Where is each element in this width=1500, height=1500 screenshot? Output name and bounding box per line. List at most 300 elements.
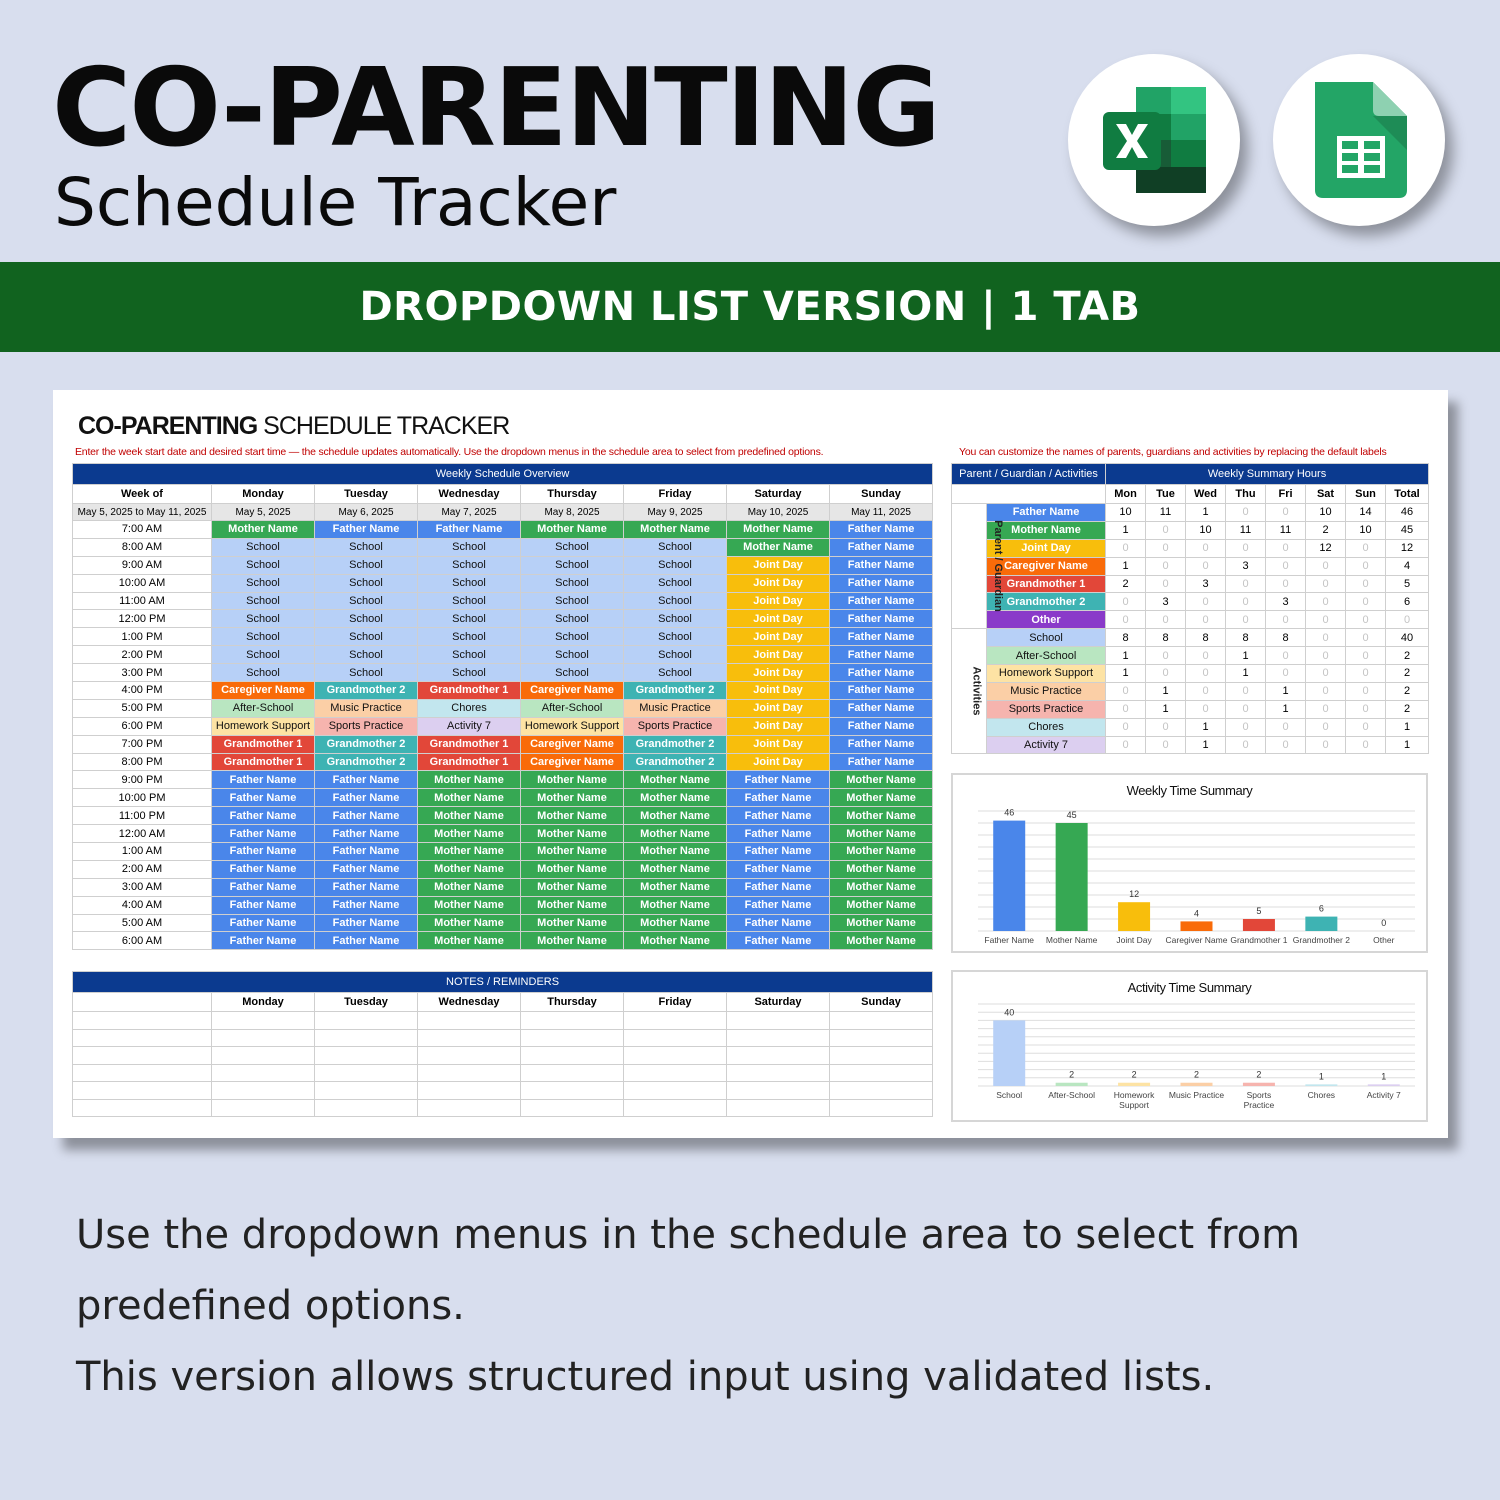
schedule-dropdown-cell[interactable]: Joint Day (727, 753, 830, 771)
summary-value: 1 (1106, 647, 1146, 665)
schedule-dropdown-cell[interactable]: Father Name (727, 878, 830, 896)
schedule-dropdown-cell[interactable]: School (521, 646, 624, 664)
summary-value: 0 (1226, 611, 1266, 629)
schedule-dropdown-cell[interactable]: School (624, 628, 727, 646)
schedule-row (73, 878, 933, 896)
notes-cell[interactable] (73, 1099, 212, 1117)
schedule-row (73, 664, 933, 682)
schedule-dropdown-cell[interactable]: Joint Day (727, 592, 830, 610)
schedule-dropdown-cell[interactable]: Father Name (315, 878, 418, 896)
notes-cell[interactable] (727, 1029, 830, 1047)
schedule-dropdown-cell[interactable]: Father Name (212, 896, 315, 914)
schedule-dropdown-cell[interactable]: Mother Name (418, 860, 521, 878)
schedule-dropdown-cell[interactable]: Grandmother 2 (624, 735, 727, 753)
schedule-dropdown-cell[interactable]: Father Name (727, 914, 830, 932)
schedule-dropdown-cell[interactable]: Father Name (727, 771, 830, 789)
schedule-dropdown-cell[interactable]: School (418, 556, 521, 574)
notes-cell[interactable] (418, 1029, 521, 1047)
schedule-dropdown-cell[interactable]: Father Name (727, 843, 830, 861)
summary-row (952, 629, 1429, 647)
summary-value: 0 (1346, 718, 1386, 736)
schedule-dropdown-cell[interactable]: Father Name (830, 717, 933, 735)
time-cell: 9:00 PM (73, 771, 212, 789)
notes-cell[interactable] (521, 1099, 624, 1117)
schedule-dropdown-cell[interactable]: Mother Name (624, 878, 727, 896)
notes-cell[interactable] (212, 1099, 315, 1117)
schedule-dropdown-cell[interactable]: Father Name (830, 610, 933, 628)
schedule-dropdown-cell[interactable]: Father Name (315, 825, 418, 843)
schedule-row (73, 843, 933, 861)
schedule-dropdown-cell[interactable]: School (624, 592, 727, 610)
summary-value: 0 (1186, 682, 1226, 700)
footer-line-2: This version allows structured input using validated lists. (76, 1354, 1215, 1400)
summary-value: 1 (1146, 700, 1186, 718)
schedule-dropdown-cell[interactable]: School (418, 646, 521, 664)
schedule-dropdown-cell[interactable]: Father Name (830, 592, 933, 610)
schedule-dropdown-cell[interactable]: Mother Name (830, 771, 933, 789)
notes-band: NOTES / REMINDERS (73, 972, 933, 993)
notes-cell[interactable] (73, 1082, 212, 1100)
schedule-dropdown-cell[interactable]: Father Name (727, 896, 830, 914)
schedule-dropdown-cell[interactable]: School (315, 538, 418, 556)
schedule-dropdown-cell[interactable]: Mother Name (624, 807, 727, 825)
notes-cell[interactable] (830, 1012, 933, 1030)
notes-cell[interactable] (315, 1047, 418, 1065)
notes-cell[interactable] (727, 1082, 830, 1100)
summary-value: 5 (1386, 575, 1429, 593)
notes-cell[interactable] (624, 1064, 727, 1082)
schedule-dropdown-cell[interactable]: Father Name (315, 843, 418, 861)
schedule-dropdown-cell[interactable]: School (521, 538, 624, 556)
notes-cell[interactable] (315, 1064, 418, 1082)
schedule-dropdown-cell[interactable]: Caregiver Name (521, 735, 624, 753)
activity-time-chart (951, 970, 1428, 1122)
summary-label-sports-practice[interactable]: Sports Practice (987, 700, 1106, 718)
schedule-row (73, 628, 933, 646)
schedule-dropdown-cell[interactable]: Mother Name (521, 825, 624, 843)
schedule-dropdown-cell[interactable]: School (521, 574, 624, 592)
summary-value: 3 (1186, 575, 1226, 593)
schedule-dropdown-cell[interactable]: Father Name (212, 878, 315, 896)
summary-label-after-school[interactable]: After-School (987, 647, 1106, 665)
schedule-dropdown-cell[interactable]: School (624, 538, 727, 556)
notes-cell[interactable] (830, 1064, 933, 1082)
schedule-dropdown-cell[interactable]: Mother Name (624, 825, 727, 843)
summary-value: 0 (1266, 647, 1306, 665)
schedule-dropdown-cell[interactable]: Homework Support (212, 717, 315, 735)
notes-cell[interactable] (521, 1082, 624, 1100)
schedule-dropdown-cell[interactable]: School (521, 664, 624, 682)
schedule-dropdown-cell[interactable]: School (521, 556, 624, 574)
schedule-dropdown-cell[interactable]: Father Name (212, 932, 315, 950)
schedule-dropdown-cell[interactable]: School (212, 574, 315, 592)
notes-cell[interactable] (521, 1064, 624, 1082)
day-header-saturday: Saturday (727, 485, 830, 504)
summary-label-chores[interactable]: Chores (987, 718, 1106, 736)
schedule-dropdown-cell[interactable]: Mother Name (521, 878, 624, 896)
notes-cell[interactable] (624, 1029, 727, 1047)
schedule-dropdown-cell[interactable]: Music Practice (624, 699, 727, 717)
notes-cell[interactable] (315, 1012, 418, 1030)
summary-value: 1 (1386, 718, 1429, 736)
summary-label-activity-7[interactable]: Activity 7 (987, 736, 1106, 754)
schedule-dropdown-cell[interactable]: Father Name (727, 807, 830, 825)
schedule-dropdown-cell[interactable]: Mother Name (830, 807, 933, 825)
schedule-dropdown-cell[interactable]: Grandmother 1 (418, 753, 521, 771)
schedule-dropdown-cell[interactable]: School (212, 628, 315, 646)
schedule-dropdown-cell[interactable]: Father Name (830, 753, 933, 771)
schedule-dropdown-cell[interactable]: Father Name (212, 807, 315, 825)
schedule-row (73, 538, 933, 556)
notes-cell[interactable] (418, 1012, 521, 1030)
notes-cell[interactable] (212, 1047, 315, 1065)
schedule-dropdown-cell[interactable]: Mother Name (418, 843, 521, 861)
schedule-dropdown-cell[interactable]: Mother Name (418, 878, 521, 896)
schedule-dropdown-cell[interactable]: Mother Name (727, 538, 830, 556)
schedule-dropdown-cell[interactable]: Mother Name (418, 914, 521, 932)
schedule-dropdown-cell[interactable]: Joint Day (727, 628, 830, 646)
notes-cell[interactable] (830, 1047, 933, 1065)
notes-cell[interactable] (315, 1082, 418, 1100)
summary-label-music-practice[interactable]: Music Practice (987, 682, 1106, 700)
schedule-dropdown-cell[interactable]: Mother Name (830, 896, 933, 914)
schedule-dropdown-cell[interactable]: Mother Name (624, 860, 727, 878)
summary-value: 2 (1106, 575, 1146, 593)
schedule-dropdown-cell[interactable]: Mother Name (830, 860, 933, 878)
schedule-dropdown-cell[interactable]: School (315, 646, 418, 664)
schedule-dropdown-cell[interactable]: Mother Name (727, 521, 830, 539)
notes-cell[interactable] (315, 1029, 418, 1047)
summary-table (951, 463, 1429, 754)
schedule-dropdown-cell[interactable]: Father Name (830, 699, 933, 717)
notes-cell[interactable] (727, 1064, 830, 1082)
summary-value: 0 (1266, 665, 1306, 683)
notes-day-friday: Friday (624, 993, 727, 1012)
summary-label-grandmother-1[interactable]: Grandmother 1 (987, 575, 1106, 593)
schedule-dropdown-cell[interactable]: Mother Name (418, 789, 521, 807)
schedule-dropdown-cell[interactable]: Father Name (830, 628, 933, 646)
notes-cell[interactable] (727, 1012, 830, 1030)
schedule-dropdown-cell[interactable]: School (315, 628, 418, 646)
summary-value: 0 (1306, 647, 1346, 665)
summary-value: 0 (1346, 665, 1386, 683)
schedule-dropdown-cell[interactable]: Mother Name (624, 932, 727, 950)
bar-mother-name (1056, 823, 1088, 931)
schedule-dropdown-cell[interactable]: School (624, 574, 727, 592)
schedule-table (72, 463, 933, 950)
notes-cell[interactable] (624, 1099, 727, 1117)
summary-value: 10 (1186, 521, 1226, 539)
schedule-dropdown-cell[interactable]: Father Name (212, 825, 315, 843)
notes-corner (73, 993, 212, 1012)
schedule-dropdown-cell[interactable]: Father Name (315, 807, 418, 825)
data-label: 4 (1193, 908, 1200, 919)
weekly-time-chart (951, 773, 1428, 953)
notes-cell[interactable] (624, 1047, 727, 1065)
schedule-dropdown-cell[interactable]: Grandmother 1 (418, 735, 521, 753)
schedule-dropdown-cell[interactable]: Mother Name (830, 878, 933, 896)
summary-label-mother-name[interactable]: Mother Name (987, 521, 1106, 539)
schedule-dropdown-cell[interactable]: Joint Day (727, 556, 830, 574)
schedule-dropdown-cell[interactable]: School (315, 556, 418, 574)
schedule-dropdown-cell[interactable]: Father Name (212, 914, 315, 932)
schedule-dropdown-cell[interactable]: Joint Day (727, 610, 830, 628)
schedule-dropdown-cell[interactable]: Father Name (315, 914, 418, 932)
summary-value: 0 (1346, 647, 1386, 665)
schedule-dropdown-cell[interactable]: Father Name (727, 932, 830, 950)
notes-cell[interactable] (73, 1012, 212, 1030)
summary-value: 0 (1186, 611, 1226, 629)
schedule-dropdown-cell[interactable]: Homework Support (521, 717, 624, 735)
schedule-dropdown-cell[interactable]: Grandmother 1 (212, 753, 315, 771)
schedule-dropdown-cell[interactable]: Mother Name (418, 807, 521, 825)
schedule-dropdown-cell[interactable]: School (418, 574, 521, 592)
schedule-dropdown-cell[interactable]: Mother Name (624, 896, 727, 914)
schedule-dropdown-cell[interactable]: Father Name (830, 682, 933, 700)
schedule-dropdown-cell[interactable]: School (521, 610, 624, 628)
schedule-dropdown-cell[interactable]: Mother Name (521, 843, 624, 861)
schedule-dropdown-cell[interactable]: Mother Name (624, 843, 727, 861)
schedule-dropdown-cell[interactable]: Father Name (830, 574, 933, 592)
summary-value: 0 (1186, 647, 1226, 665)
notes-cell[interactable] (418, 1047, 521, 1065)
schedule-row (73, 914, 933, 932)
schedule-dropdown-cell[interactable]: School (624, 664, 727, 682)
summary-label-other[interactable]: Other (987, 611, 1106, 629)
summary-row (952, 682, 1429, 700)
schedule-row (73, 932, 933, 950)
schedule-dropdown-cell[interactable]: Father Name (315, 789, 418, 807)
schedule-dropdown-cell[interactable]: School (624, 610, 727, 628)
schedule-dropdown-cell[interactable]: Joint Day (727, 646, 830, 664)
schedule-row (73, 592, 933, 610)
bar-school (993, 1020, 1025, 1086)
schedule-dropdown-cell[interactable]: Mother Name (521, 771, 624, 789)
summary-value: 2 (1386, 665, 1429, 683)
schedule-dropdown-cell[interactable]: Mother Name (624, 789, 727, 807)
schedule-dropdown-cell[interactable]: School (212, 592, 315, 610)
notes-cell[interactable] (418, 1064, 521, 1082)
notes-cell[interactable] (830, 1082, 933, 1100)
schedule-dropdown-cell[interactable]: Father Name (315, 932, 418, 950)
schedule-dropdown-cell[interactable]: School (418, 538, 521, 556)
schedule-dropdown-cell[interactable]: Father Name (727, 860, 830, 878)
summary-value: 0 (1226, 736, 1266, 754)
schedule-dropdown-cell[interactable]: Mother Name (418, 771, 521, 789)
schedule-dropdown-cell[interactable]: Music Practice (315, 699, 418, 717)
schedule-dropdown-cell[interactable]: Joint Day (727, 735, 830, 753)
schedule-dropdown-cell[interactable]: School (212, 556, 315, 574)
summary-label-grandmother-2[interactable]: Grandmother 2 (987, 593, 1106, 611)
summary-label-father-name[interactable]: Father Name (987, 504, 1106, 522)
summary-label-school[interactable]: School (987, 629, 1106, 647)
notes-cell[interactable] (727, 1047, 830, 1065)
schedule-dropdown-cell[interactable]: Sports Practice (624, 717, 727, 735)
schedule-dropdown-cell[interactable]: Joint Day (727, 717, 830, 735)
notes-cell[interactable] (624, 1082, 727, 1100)
schedule-dropdown-cell[interactable]: Father Name (830, 646, 933, 664)
schedule-dropdown-cell[interactable]: School (212, 538, 315, 556)
summary-value: 0 (1346, 593, 1386, 611)
schedule-dropdown-cell[interactable]: School (315, 592, 418, 610)
schedule-dropdown-cell[interactable]: Father Name (830, 556, 933, 574)
summary-label-caregiver-name[interactable]: Caregiver Name (987, 557, 1106, 575)
notes-cell[interactable] (830, 1029, 933, 1047)
schedule-dropdown-cell[interactable]: Mother Name (624, 771, 727, 789)
summary-value: 0 (1146, 521, 1186, 539)
summary-value: 0 (1306, 665, 1346, 683)
schedule-dropdown-cell[interactable]: Father Name (830, 664, 933, 682)
schedule-dropdown-cell[interactable]: Father Name (830, 521, 933, 539)
schedule-dropdown-cell[interactable]: Mother Name (418, 932, 521, 950)
notes-cell[interactable] (212, 1064, 315, 1082)
schedule-dropdown-cell[interactable]: Activity 7 (418, 717, 521, 735)
schedule-row (73, 825, 933, 843)
schedule-dropdown-cell[interactable]: Mother Name (624, 914, 727, 932)
schedule-dropdown-cell[interactable]: Father Name (830, 735, 933, 753)
schedule-dropdown-cell[interactable]: School (418, 592, 521, 610)
summary-value: 0 (1346, 557, 1386, 575)
schedule-dropdown-cell[interactable]: School (418, 664, 521, 682)
notes-cell[interactable] (418, 1082, 521, 1100)
schedule-dropdown-cell[interactable]: School (521, 592, 624, 610)
notes-cell[interactable] (521, 1012, 624, 1030)
summary-value: 0 (1306, 718, 1346, 736)
notes-cell[interactable] (727, 1099, 830, 1117)
summary-value: 3 (1226, 557, 1266, 575)
schedule-dropdown-cell[interactable]: Mother Name (418, 896, 521, 914)
time-cell: 4:00 PM (73, 682, 212, 700)
notes-cell[interactable] (418, 1099, 521, 1117)
schedule-dropdown-cell[interactable]: School (212, 664, 315, 682)
schedule-dropdown-cell[interactable]: Mother Name (521, 807, 624, 825)
schedule-dropdown-cell[interactable]: Mother Name (830, 914, 933, 932)
schedule-dropdown-cell[interactable]: Mother Name (521, 860, 624, 878)
summary-row (952, 593, 1429, 611)
schedule-dropdown-cell[interactable]: Joint Day (727, 574, 830, 592)
notes-cell[interactable] (212, 1012, 315, 1030)
notes-cell[interactable] (73, 1029, 212, 1047)
schedule-dropdown-cell[interactable]: School (418, 628, 521, 646)
schedule-dropdown-cell[interactable]: Father Name (212, 843, 315, 861)
schedule-dropdown-cell[interactable]: School (315, 610, 418, 628)
schedule-dropdown-cell[interactable]: School (521, 628, 624, 646)
summary-value: 0 (1226, 682, 1266, 700)
schedule-dropdown-cell[interactable]: Father Name (727, 789, 830, 807)
notes-cell[interactable] (73, 1064, 212, 1082)
schedule-dropdown-cell[interactable]: Father Name (212, 771, 315, 789)
schedule-dropdown-cell[interactable]: Mother Name (521, 896, 624, 914)
notes-cell[interactable] (212, 1029, 315, 1047)
schedule-dropdown-cell[interactable]: Mother Name (830, 932, 933, 950)
schedule-dropdown-cell[interactable]: School (624, 646, 727, 664)
notes-cell[interactable] (521, 1047, 624, 1065)
schedule-dropdown-cell[interactable]: After-School (521, 699, 624, 717)
schedule-dropdown-cell[interactable]: Father Name (830, 538, 933, 556)
schedule-dropdown-cell[interactable]: School (315, 574, 418, 592)
schedule-dropdown-cell[interactable]: Grandmother 1 (418, 682, 521, 700)
schedule-dropdown-cell[interactable]: Mother Name (521, 914, 624, 932)
schedule-dropdown-cell[interactable]: Father Name (212, 789, 315, 807)
notes-cell[interactable] (830, 1099, 933, 1117)
schedule-dropdown-cell[interactable]: Father Name (212, 860, 315, 878)
notes-cell[interactable] (315, 1099, 418, 1117)
bar-caregiver-name (1181, 921, 1213, 931)
schedule-dropdown-cell[interactable]: Grandmother 2 (315, 735, 418, 753)
schedule-dropdown-cell[interactable]: School (624, 556, 727, 574)
schedule-dropdown-cell[interactable]: School (212, 610, 315, 628)
time-cell: 6:00 AM (73, 932, 212, 950)
time-cell: 10:00 PM (73, 789, 212, 807)
schedule-dropdown-cell[interactable]: Mother Name (624, 521, 727, 539)
schedule-dropdown-cell[interactable]: Caregiver Name (521, 682, 624, 700)
schedule-dropdown-cell[interactable]: Mother Name (418, 825, 521, 843)
schedule-dropdown-cell[interactable]: Mother Name (212, 521, 315, 539)
notes-cell[interactable] (624, 1012, 727, 1030)
notes-cell[interactable] (73, 1047, 212, 1065)
schedule-dropdown-cell[interactable]: School (315, 664, 418, 682)
summary-col-mon: Mon (1106, 485, 1146, 504)
schedule-dropdown-cell[interactable]: After-School (212, 699, 315, 717)
date-cell: May 6, 2025 (315, 504, 418, 521)
schedule-dropdown-cell[interactable]: Joint Day (727, 664, 830, 682)
schedule-row (73, 610, 933, 628)
schedule-dropdown-cell[interactable]: Joint Day (727, 699, 830, 717)
schedule-dropdown-cell[interactable]: Father Name (315, 521, 418, 539)
schedule-dropdown-cell[interactable]: Sports Practice (315, 717, 418, 735)
summary-label-joint-day[interactable]: Joint Day (987, 539, 1106, 557)
schedule-dropdown-cell[interactable]: Grandmother 2 (624, 753, 727, 771)
schedule-dropdown-cell[interactable]: Father Name (315, 771, 418, 789)
schedule-dropdown-cell[interactable]: Caregiver Name (212, 682, 315, 700)
notes-cell[interactable] (212, 1082, 315, 1100)
footer-text (76, 1200, 1466, 1413)
summary-value: 0 (1386, 611, 1429, 629)
schedule-dropdown-cell[interactable]: Mother Name (521, 521, 624, 539)
schedule-dropdown-cell[interactable]: Father Name (418, 521, 521, 539)
day-header-wednesday: Wednesday (418, 485, 521, 504)
summary-value: 0 (1106, 736, 1146, 754)
notes-cell[interactable] (521, 1029, 624, 1047)
instruction-right: You can customize the names of parents, guardians and activities by replacing the default labels (959, 446, 1387, 458)
schedule-dropdown-cell[interactable]: Mother Name (830, 789, 933, 807)
summary-value: 0 (1266, 718, 1306, 736)
schedule-dropdown-cell[interactable]: Mother Name (830, 843, 933, 861)
summary-value: 0 (1226, 718, 1266, 736)
schedule-dropdown-cell[interactable]: Father Name (727, 825, 830, 843)
schedule-dropdown-cell[interactable]: Mother Name (521, 932, 624, 950)
schedule-dropdown-cell[interactable]: Caregiver Name (521, 753, 624, 771)
schedule-dropdown-cell[interactable]: Chores (418, 699, 521, 717)
date-cell: May 11, 2025 (830, 504, 933, 521)
schedule-dropdown-cell[interactable]: School (212, 646, 315, 664)
schedule-dropdown-cell[interactable]: Father Name (315, 860, 418, 878)
schedule-dropdown-cell[interactable]: Joint Day (727, 682, 830, 700)
schedule-dropdown-cell[interactable]: Father Name (315, 896, 418, 914)
schedule-dropdown-cell[interactable]: Grandmother 2 (315, 682, 418, 700)
time-cell: 6:00 PM (73, 717, 212, 735)
schedule-dropdown-cell[interactable]: School (418, 610, 521, 628)
schedule-dropdown-cell[interactable]: Grandmother 1 (212, 735, 315, 753)
category-label: Grandmother 2 (1292, 935, 1350, 945)
time-cell: 2:00 PM (73, 646, 212, 664)
schedule-dropdown-cell[interactable]: Grandmother 2 (315, 753, 418, 771)
category-label: Grandmother 1 (1230, 935, 1288, 945)
schedule-dropdown-cell[interactable]: Grandmother 2 (624, 682, 727, 700)
schedule-dropdown-cell[interactable]: Mother Name (830, 825, 933, 843)
summary-label-homework-support[interactable]: Homework Support (987, 665, 1106, 683)
schedule-dropdown-cell[interactable]: Mother Name (521, 789, 624, 807)
